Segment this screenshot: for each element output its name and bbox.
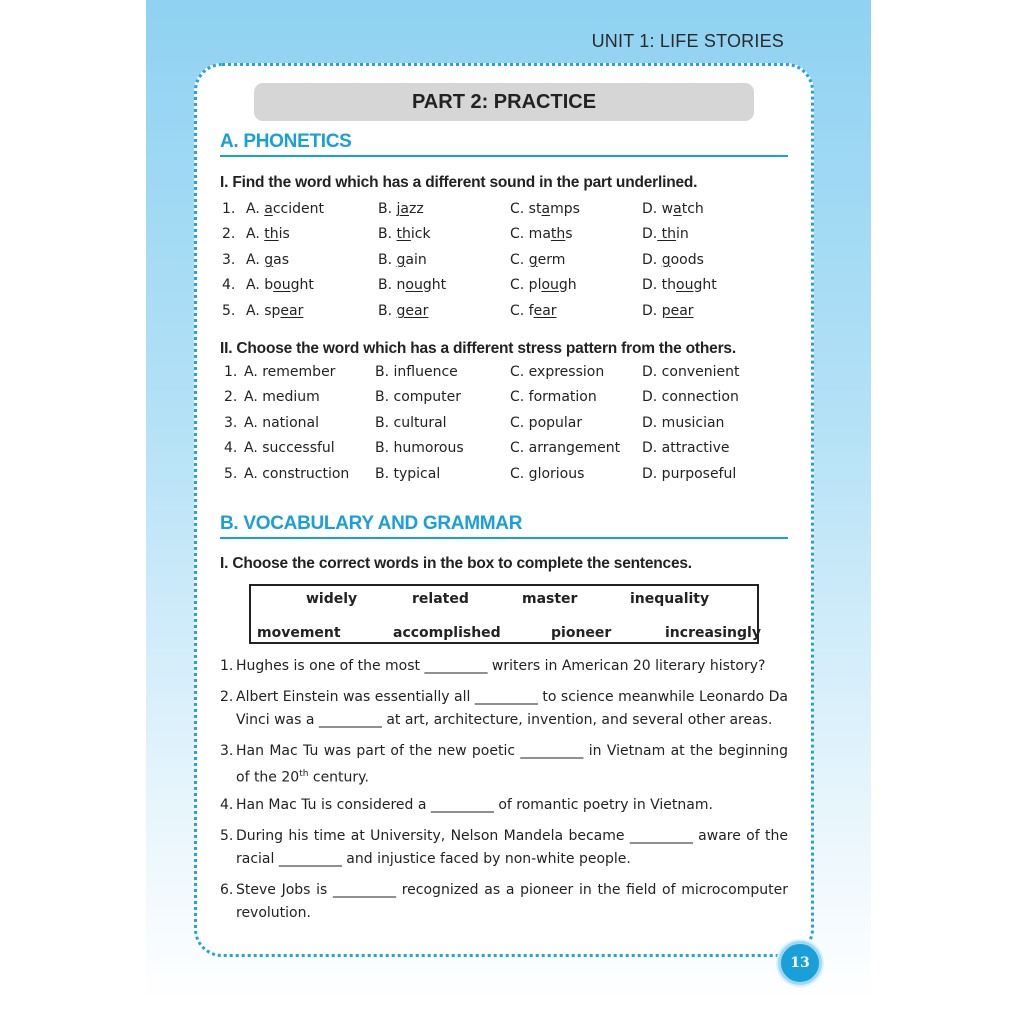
answer-option: C. maths xyxy=(510,226,573,242)
answer-option: B. gain xyxy=(378,252,427,268)
word-box-item: related xyxy=(412,591,469,607)
sentence-6 xyxy=(220,879,788,925)
answer-option: D. watch xyxy=(642,201,704,217)
sentence-number: 4. xyxy=(220,797,234,813)
answer-option: C. glorious xyxy=(510,466,585,482)
sentence-text-part: Han Mac Tu was part of the new poetic _________ in Vietnam at the beginning of the 20 xyxy=(236,743,788,786)
question-number: 5. xyxy=(222,303,236,319)
answer-option: B. nought xyxy=(378,277,447,293)
sentence-5 xyxy=(220,825,788,871)
instruction-phonetics-1: I. Find the word which has a different sound in the part underlined. xyxy=(220,174,698,191)
instruction-vocabulary-1: I. Choose the correct words in the box to complete the sentences. xyxy=(220,555,692,572)
answer-option: B. thick xyxy=(378,226,431,242)
answer-option: B. jazz xyxy=(378,201,424,217)
phonetics-ex2-row xyxy=(222,466,792,490)
part-title: PART 2: PRACTICE xyxy=(254,83,754,121)
sentence-text: Hughes is one of the most _________ writers in American 20 literary history? xyxy=(236,658,766,674)
sentence-3 xyxy=(220,740,788,790)
answer-option: D. thought xyxy=(642,277,717,293)
content-frame xyxy=(194,63,814,957)
answer-option: D. thin xyxy=(642,226,689,242)
sentence-1 xyxy=(220,655,788,678)
question-number: 5. xyxy=(224,466,238,482)
sentence-number: 3. xyxy=(220,743,234,759)
phonetics-ex2-row xyxy=(222,364,792,388)
word-box-item: pioneer xyxy=(551,625,612,641)
phonetics-ex2-row xyxy=(222,440,792,464)
answer-option: D. musician xyxy=(642,415,725,431)
word-box-item: inequality xyxy=(630,591,710,607)
phonetics-ex1-row xyxy=(222,277,792,301)
answer-option: B. influence xyxy=(375,364,458,380)
answer-option: C. arrangement xyxy=(510,440,621,456)
answer-option: C. stamps xyxy=(510,201,580,217)
section-heading-vocabulary: B. VOCABULARY AND GRAMMAR xyxy=(220,513,788,539)
answer-option: B. computer xyxy=(375,389,462,405)
answer-option: A. remember xyxy=(244,364,336,380)
answer-option: D. purposeful xyxy=(642,466,737,482)
phonetics-ex2-row xyxy=(222,389,792,413)
sentence-4 xyxy=(220,794,788,817)
answer-option: D. pear xyxy=(642,303,694,319)
question-number: 1. xyxy=(224,364,238,380)
answer-option: A. medium xyxy=(244,389,320,405)
phonetics-ex1-row xyxy=(222,226,792,250)
answer-option: A. national xyxy=(244,415,319,431)
answer-option: D. attractive xyxy=(642,440,730,456)
question-number: 1. xyxy=(222,201,236,217)
phonetics-ex1-row xyxy=(222,252,792,276)
phonetics-ex1-row xyxy=(222,201,792,225)
phonetics-ex1-row xyxy=(222,303,792,327)
answer-option: A. construction xyxy=(244,466,350,482)
answer-option: B. humorous xyxy=(375,440,464,456)
page-number-badge: 13 xyxy=(778,941,822,985)
word-box xyxy=(249,584,759,644)
question-number: 2. xyxy=(222,226,236,242)
phonetics-ex2-row xyxy=(222,415,792,439)
answer-option: A. successful xyxy=(244,440,335,456)
sentence-text: Steve Jobs is _________ recognized as a pioneer in the field of microcomputer revolution. xyxy=(236,882,788,921)
section-heading-phonetics: A. PHONETICS xyxy=(220,131,788,157)
answer-option: A. this xyxy=(246,226,290,242)
answer-option: C. germ xyxy=(510,252,566,268)
word-box-item: increasingly xyxy=(665,625,761,641)
word-box-item: accomplished xyxy=(393,625,501,641)
answer-option: C. formation xyxy=(510,389,597,405)
question-number: 4. xyxy=(222,277,236,293)
sentence-number: 6. xyxy=(220,882,234,898)
answer-option: D. goods xyxy=(642,252,704,268)
answer-option: C. plough xyxy=(510,277,577,293)
sentence-number: 1. xyxy=(220,658,234,674)
instruction-phonetics-2: II. Choose the word which has a different stress pattern from the others. xyxy=(220,340,736,357)
sentence-text xyxy=(236,740,788,790)
answer-option: A. gas xyxy=(246,252,289,268)
question-number: 3. xyxy=(224,415,238,431)
answer-option: C. expression xyxy=(510,364,605,380)
unit-title: UNIT 1: LIFE STORIES xyxy=(591,31,784,51)
superscript: th xyxy=(299,769,309,779)
answer-option: B. gear xyxy=(378,303,429,319)
question-number: 2. xyxy=(224,389,238,405)
sentence-number: 5. xyxy=(220,828,234,844)
answer-option: A. spear xyxy=(246,303,304,319)
answer-option: A. accident xyxy=(246,201,324,217)
question-number: 3. xyxy=(222,252,236,268)
word-box-item: movement xyxy=(257,625,341,641)
word-box-item: master xyxy=(522,591,578,607)
answer-option: B. cultural xyxy=(375,415,447,431)
sentence-text: During his time at University, Nelson Mandela became _________ aware of the racial _________ and injustice faced by non-white people. xyxy=(236,828,788,867)
answer-option: D. convenient xyxy=(642,364,740,380)
answer-option: A. bought xyxy=(246,277,314,293)
word-box-item: widely xyxy=(306,591,358,607)
sentence-2 xyxy=(220,686,788,732)
answer-option: C. popular xyxy=(510,415,583,431)
sentence-text-part: century. xyxy=(308,769,369,786)
sentence-number: 2. xyxy=(220,689,234,705)
question-number: 4. xyxy=(224,440,238,456)
answer-option: D. connection xyxy=(642,389,739,405)
answer-option: B. typical xyxy=(375,466,441,482)
sentence-text: Han Mac Tu is considered a _________ of romantic poetry in Vietnam. xyxy=(236,797,713,813)
answer-option: C. fear xyxy=(510,303,557,319)
sentence-text: Albert Einstein was essentially all _________ to science meanwhile Leonardo Da Vinci was a _________ at art, architecture, invention, and several other areas. xyxy=(236,689,788,728)
